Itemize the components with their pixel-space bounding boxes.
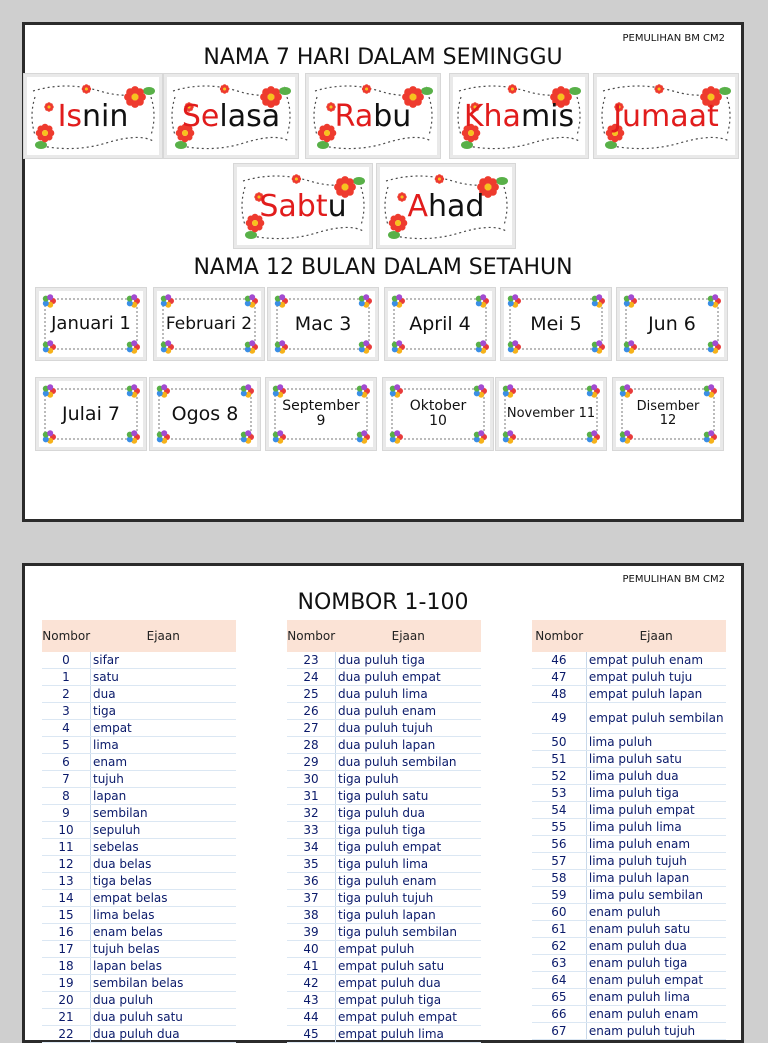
month-label: April 4 <box>409 312 471 335</box>
spelling-cell: empat puluh dua <box>336 975 482 992</box>
spelling-cell: sembilan belas <box>91 975 237 992</box>
month-label: Julai 7 <box>62 402 120 425</box>
day-label-rest: bu <box>373 98 412 134</box>
day-label-highlight: Ra <box>334 98 374 134</box>
day-label-highlight: Se <box>181 98 220 134</box>
table-row <box>532 734 726 751</box>
number-cell: 19 <box>42 975 91 992</box>
number-cell: 17 <box>42 941 91 958</box>
page-days-months <box>22 22 744 522</box>
number-cell: 29 <box>287 754 336 771</box>
day-label-highlight: Is <box>57 98 83 134</box>
spelling-cell: lima puluh lapan <box>586 870 726 887</box>
spelling-cell: empat puluh enam <box>586 652 726 669</box>
page-header-label: PEMULIHAN BM CM2 <box>622 33 725 44</box>
month-card <box>157 291 261 357</box>
spelling-cell: lapan belas <box>91 958 237 975</box>
table-row <box>532 1023 726 1040</box>
number-cell: 30 <box>287 771 336 788</box>
table-row <box>532 802 726 819</box>
day-label-highlight: Jumaat <box>613 98 719 134</box>
number-cell: 27 <box>287 720 336 737</box>
day-card <box>27 77 159 155</box>
table-row <box>287 839 481 856</box>
table-row <box>532 768 726 785</box>
spelling-cell: sembilan <box>91 805 237 822</box>
table-row <box>287 1009 481 1026</box>
spelling-cell: empat <box>91 720 237 737</box>
table-row <box>42 873 236 890</box>
spelling-cell: empat belas <box>91 890 237 907</box>
spelling-cell: dua puluh lapan <box>336 737 482 754</box>
day-label-highlight: Sabt <box>259 188 328 224</box>
table-row <box>42 771 236 788</box>
months-title: NAMA 12 BULAN DALAM SETAHUN <box>193 255 573 280</box>
table-row <box>42 958 236 975</box>
number-cell: 6 <box>42 754 91 771</box>
column-header-nombor: Nombor <box>42 620 91 652</box>
spelling-cell: dua puluh enam <box>336 703 482 720</box>
month-label: Mac 3 <box>294 312 352 335</box>
table-row <box>287 975 481 992</box>
table-row <box>42 1026 236 1043</box>
month-card <box>499 381 603 447</box>
number-cell: 50 <box>532 734 586 751</box>
spelling-cell: dua <box>91 686 237 703</box>
number-cell: 26 <box>287 703 336 720</box>
table-row <box>287 669 481 686</box>
month-label: September 9 <box>282 397 360 429</box>
table-row <box>287 958 481 975</box>
day-label-rest: nin <box>82 98 129 134</box>
spelling-cell: enam puluh tiga <box>586 955 726 972</box>
table-row <box>287 737 481 754</box>
page-header-label: PEMULIHAN BM CM2 <box>622 574 725 585</box>
spelling-cell: tiga belas <box>91 873 237 890</box>
number-cell: 67 <box>532 1023 586 1040</box>
days-title: NAMA 7 HARI DALAM SEMINGGU <box>203 45 563 70</box>
table-row <box>42 856 236 873</box>
spelling-cell: enam puluh enam <box>586 1006 726 1023</box>
month-card <box>271 291 375 357</box>
spelling-cell: lima puluh enam <box>586 836 726 853</box>
table-header-row <box>42 620 236 652</box>
table-row <box>532 904 726 921</box>
table-row <box>532 819 726 836</box>
number-cell: 3 <box>42 703 91 720</box>
number-cell: 37 <box>287 890 336 907</box>
number-cell: 56 <box>532 836 586 853</box>
table-row <box>42 805 236 822</box>
spelling-cell: dua puluh lima <box>336 686 482 703</box>
spelling-cell: lima pulu sembilan <box>586 887 726 904</box>
day-label-rest: u <box>327 188 347 224</box>
spelling-cell: lima puluh tiga <box>586 785 726 802</box>
month-card <box>39 381 143 447</box>
month-card <box>153 381 257 447</box>
number-cell: 24 <box>287 669 336 686</box>
day-label <box>237 167 369 245</box>
month-card <box>388 291 492 357</box>
number-cell: 36 <box>287 873 336 890</box>
table-row <box>532 1006 726 1023</box>
table-row <box>42 720 236 737</box>
table-row <box>287 941 481 958</box>
table-row <box>287 652 481 669</box>
spelling-cell: lapan <box>91 788 237 805</box>
table-row <box>287 771 481 788</box>
number-cell: 35 <box>287 856 336 873</box>
number-cell: 61 <box>532 921 586 938</box>
table-row <box>532 972 726 989</box>
number-cell: 23 <box>287 652 336 669</box>
spelling-cell: lima puluh dua <box>586 768 726 785</box>
table-row <box>42 652 236 669</box>
day-card <box>237 167 369 245</box>
table-row <box>287 686 481 703</box>
table-row <box>287 805 481 822</box>
table-row <box>287 924 481 941</box>
spelling-cell: enam puluh dua <box>586 938 726 955</box>
number-cell: 62 <box>532 938 586 955</box>
column-header-ejaan: Ejaan <box>91 620 237 652</box>
spelling-cell: tujuh belas <box>91 941 237 958</box>
number-cell: 46 <box>532 652 586 669</box>
spelling-cell: enam puluh tujuh <box>586 1023 726 1040</box>
table-row <box>287 822 481 839</box>
spelling-cell: lima puluh lima <box>586 819 726 836</box>
number-cell: 32 <box>287 805 336 822</box>
number-cell: 18 <box>42 958 91 975</box>
number-cell: 63 <box>532 955 586 972</box>
number-cell: 25 <box>287 686 336 703</box>
number-cell: 22 <box>42 1026 91 1043</box>
table-row <box>287 873 481 890</box>
day-card <box>597 77 735 155</box>
month-label: Januari 1 <box>51 313 131 335</box>
table-row <box>42 788 236 805</box>
spelling-cell: empat puluh sembilan <box>586 703 726 734</box>
number-cell: 1 <box>42 669 91 686</box>
table-row <box>532 853 726 870</box>
day-label-rest: mis <box>520 98 575 134</box>
table-row <box>42 737 236 754</box>
month-card <box>39 291 143 357</box>
month-label: November 11 <box>506 405 596 421</box>
number-cell: 15 <box>42 907 91 924</box>
spelling-cell: enam <box>91 754 237 771</box>
spelling-cell: tiga puluh sembilan <box>336 924 482 941</box>
number-cell: 59 <box>532 887 586 904</box>
day-label <box>380 167 512 245</box>
month-label: Mei 5 <box>530 312 582 335</box>
spelling-cell: tiga puluh empat <box>336 839 482 856</box>
number-cell: 49 <box>532 703 586 734</box>
number-cell: 38 <box>287 907 336 924</box>
number-cell: 45 <box>287 1026 336 1043</box>
table-row <box>532 686 726 703</box>
day-label <box>167 77 295 155</box>
spelling-cell: enam belas <box>91 924 237 941</box>
spelling-cell: empat puluh lima <box>336 1026 482 1043</box>
spelling-cell: tiga puluh <box>336 771 482 788</box>
table-row <box>42 669 236 686</box>
spelling-cell: tujuh <box>91 771 237 788</box>
spelling-cell: empat puluh tuju <box>586 669 726 686</box>
spelling-cell: tiga puluh lima <box>336 856 482 873</box>
number-cell: 11 <box>42 839 91 856</box>
spelling-cell: dua puluh tiga <box>336 652 482 669</box>
table-row <box>42 907 236 924</box>
number-cell: 54 <box>532 802 586 819</box>
table-row <box>532 669 726 686</box>
month-card <box>386 381 490 447</box>
month-label: Disember 12 <box>636 398 700 428</box>
table-row <box>532 955 726 972</box>
day-card <box>380 167 512 245</box>
number-cell: 4 <box>42 720 91 737</box>
number-cell: 40 <box>287 941 336 958</box>
spelling-cell: tiga puluh satu <box>336 788 482 805</box>
day-card <box>453 77 585 155</box>
spelling-cell: lima puluh <box>586 734 726 751</box>
table-row <box>532 938 726 955</box>
spelling-cell: enam puluh <box>586 904 726 921</box>
number-cell: 57 <box>532 853 586 870</box>
month-label: Oktober 10 <box>409 397 467 429</box>
table-header-row <box>532 620 726 652</box>
table-row <box>42 924 236 941</box>
month-label: Ogos 8 <box>171 402 239 425</box>
number-cell: 0 <box>42 652 91 669</box>
number-table <box>287 620 481 1043</box>
spelling-cell: dua belas <box>91 856 237 873</box>
month-label: Februari 2 <box>165 313 253 334</box>
table-row <box>532 836 726 853</box>
spelling-cell: dua puluh satu <box>91 1009 237 1026</box>
day-label-highlight: A <box>407 188 429 224</box>
table-row <box>532 887 726 904</box>
table-row <box>287 788 481 805</box>
number-cell: 58 <box>532 870 586 887</box>
number-cell: 60 <box>532 904 586 921</box>
number-cell: 47 <box>532 669 586 686</box>
column-header-ejaan: Ejaan <box>586 620 726 652</box>
number-cell: 21 <box>42 1009 91 1026</box>
table-row <box>532 989 726 1006</box>
number-cell: 16 <box>42 924 91 941</box>
number-cell: 65 <box>532 989 586 1006</box>
number-table <box>42 620 236 1043</box>
spelling-cell: dua puluh dua <box>91 1026 237 1043</box>
number-cell: 2 <box>42 686 91 703</box>
month-card <box>616 381 720 447</box>
table-row <box>532 785 726 802</box>
spelling-cell: tiga puluh lapan <box>336 907 482 924</box>
month-card <box>269 381 373 447</box>
table-row <box>287 1026 481 1043</box>
day-label <box>309 77 437 155</box>
spelling-cell: tiga puluh tujuh <box>336 890 482 907</box>
table-row <box>42 822 236 839</box>
number-table <box>532 620 726 1040</box>
number-cell: 14 <box>42 890 91 907</box>
day-card <box>309 77 437 155</box>
spelling-cell: empat puluh tiga <box>336 992 482 1009</box>
number-cell: 43 <box>287 992 336 1009</box>
number-cell: 9 <box>42 805 91 822</box>
month-card <box>504 291 608 357</box>
number-cell: 13 <box>42 873 91 890</box>
spelling-cell: sifar <box>91 652 237 669</box>
table-row <box>42 941 236 958</box>
spelling-cell: dua puluh sembilan <box>336 754 482 771</box>
spelling-cell: sebelas <box>91 839 237 856</box>
column-header-nombor: Nombor <box>532 620 586 652</box>
table-row <box>287 890 481 907</box>
table-row <box>287 856 481 873</box>
table-row <box>42 890 236 907</box>
number-cell: 31 <box>287 788 336 805</box>
spelling-cell: lima puluh tujuh <box>586 853 726 870</box>
number-cell: 34 <box>287 839 336 856</box>
number-cell: 44 <box>287 1009 336 1026</box>
number-cell: 66 <box>532 1006 586 1023</box>
day-label-rest: had <box>428 188 485 224</box>
day-card <box>167 77 295 155</box>
number-cell: 5 <box>42 737 91 754</box>
spelling-cell: lima <box>91 737 237 754</box>
numbers-title: NOMBOR 1-100 <box>297 590 469 615</box>
table-row <box>287 754 481 771</box>
table-row <box>42 992 236 1009</box>
spelling-cell: tiga puluh dua <box>336 805 482 822</box>
table-row <box>42 754 236 771</box>
number-cell: 8 <box>42 788 91 805</box>
spelling-cell: lima puluh empat <box>586 802 726 819</box>
spelling-cell: tiga puluh tiga <box>336 822 482 839</box>
spelling-cell: lima belas <box>91 907 237 924</box>
spelling-cell: tiga <box>91 703 237 720</box>
spelling-cell: empat puluh empat <box>336 1009 482 1026</box>
table-row <box>532 751 726 768</box>
table-row <box>42 686 236 703</box>
number-cell: 53 <box>532 785 586 802</box>
column-header-nombor: Nombor <box>287 620 336 652</box>
page-numbers <box>22 563 744 1043</box>
table-row <box>42 839 236 856</box>
table-row <box>42 975 236 992</box>
spelling-cell: empat puluh satu <box>336 958 482 975</box>
number-cell: 55 <box>532 819 586 836</box>
table-row <box>532 703 726 734</box>
spelling-cell: dua puluh tujuh <box>336 720 482 737</box>
table-header-row <box>287 620 481 652</box>
day-label <box>27 77 159 155</box>
table-row <box>532 870 726 887</box>
number-cell: 48 <box>532 686 586 703</box>
table-row <box>532 921 726 938</box>
spelling-cell: dua puluh empat <box>336 669 482 686</box>
table-row <box>287 907 481 924</box>
number-cell: 41 <box>287 958 336 975</box>
spelling-cell: enam puluh empat <box>586 972 726 989</box>
day-label <box>453 77 585 155</box>
number-cell: 28 <box>287 737 336 754</box>
number-cell: 12 <box>42 856 91 873</box>
day-label-highlight: Kha <box>463 98 521 134</box>
day-label <box>597 77 735 155</box>
number-cell: 10 <box>42 822 91 839</box>
number-cell: 52 <box>532 768 586 785</box>
spelling-cell: satu <box>91 669 237 686</box>
spelling-cell: enam puluh lima <box>586 989 726 1006</box>
month-label: Jun 6 <box>648 312 696 335</box>
table-row <box>42 1009 236 1026</box>
spelling-cell: tiga puluh enam <box>336 873 482 890</box>
number-cell: 42 <box>287 975 336 992</box>
number-cell: 39 <box>287 924 336 941</box>
spelling-cell: empat puluh lapan <box>586 686 726 703</box>
number-cell: 33 <box>287 822 336 839</box>
spelling-cell: sepuluh <box>91 822 237 839</box>
number-cell: 51 <box>532 751 586 768</box>
table-row <box>532 652 726 669</box>
spelling-cell: enam puluh satu <box>586 921 726 938</box>
spelling-cell: dua puluh <box>91 992 237 1009</box>
column-header-ejaan: Ejaan <box>336 620 482 652</box>
month-card <box>620 291 724 357</box>
spelling-cell: empat puluh <box>336 941 482 958</box>
table-row <box>287 703 481 720</box>
table-row <box>42 703 236 720</box>
spelling-cell: lima puluh satu <box>586 751 726 768</box>
number-cell: 64 <box>532 972 586 989</box>
number-cell: 20 <box>42 992 91 1009</box>
day-label-rest: lasa <box>219 98 281 134</box>
table-row <box>287 720 481 737</box>
number-cell: 7 <box>42 771 91 788</box>
table-row <box>287 992 481 1009</box>
